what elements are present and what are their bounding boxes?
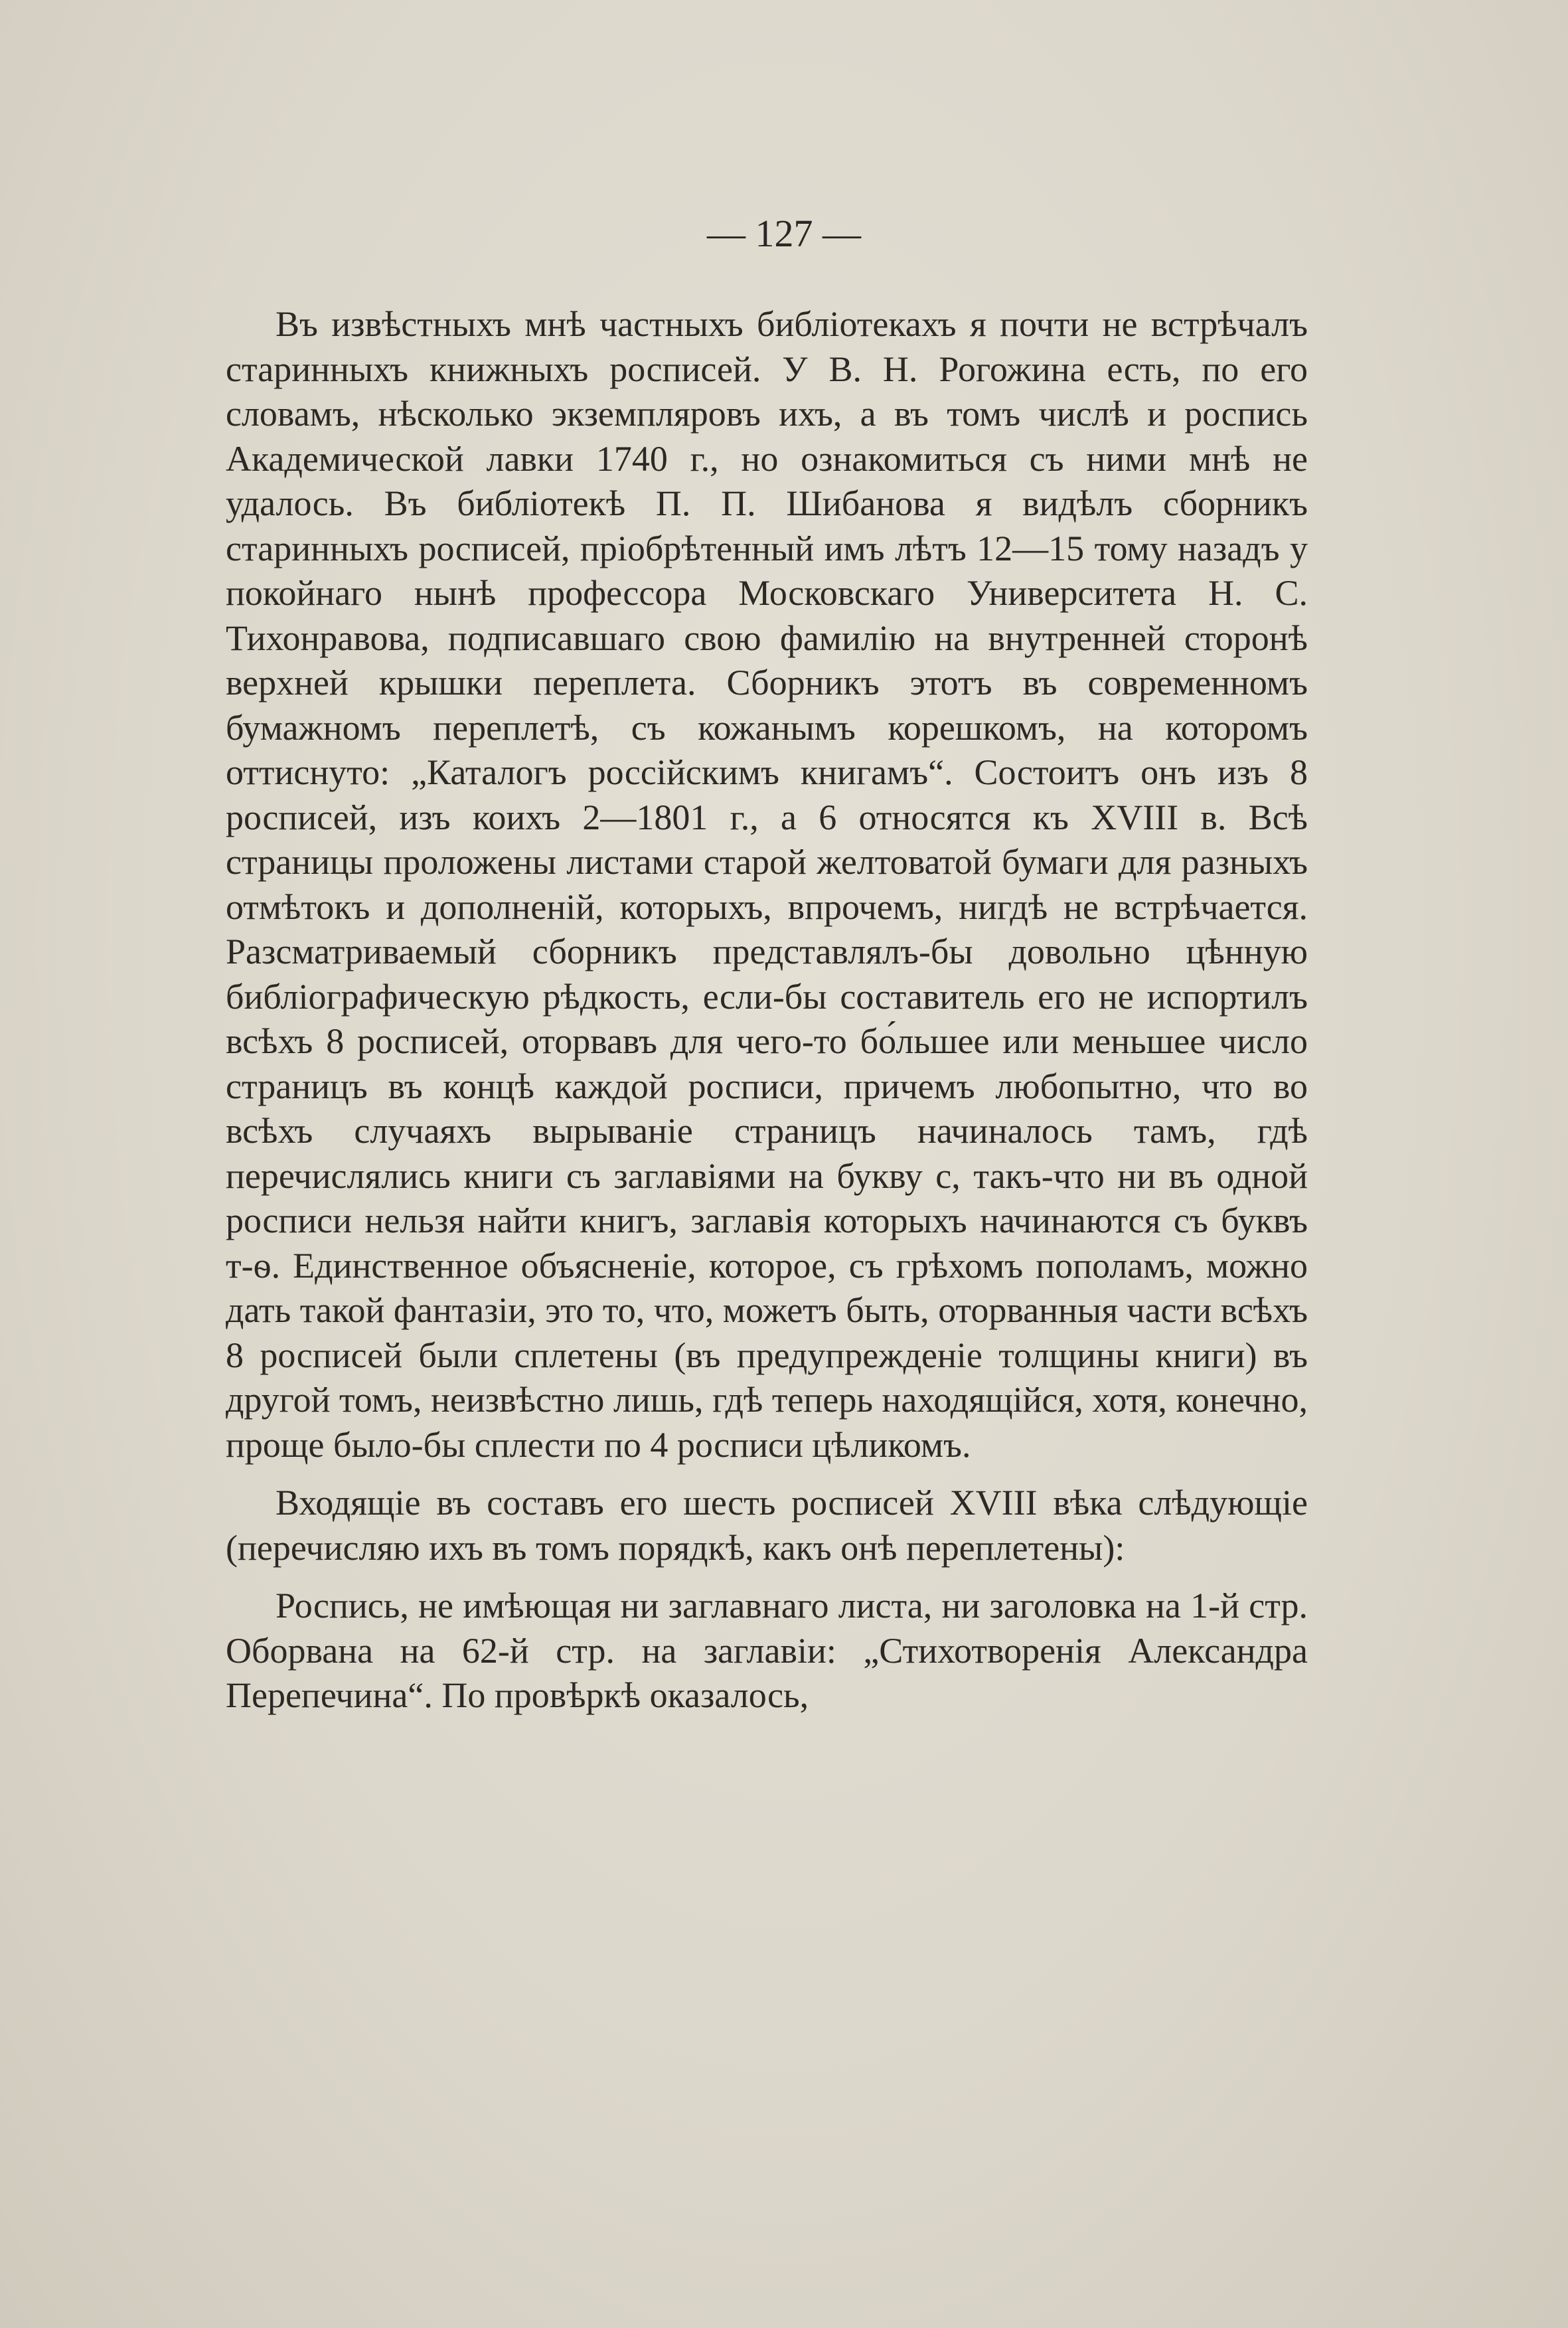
page-number: — 127 — <box>707 212 861 255</box>
body-text <box>226 302 1308 1732</box>
paragraph: Въ извѣстныхъ мнѣ частныхъ библіотекахъ я почти не встрѣчалъ старинныхъ книжныхъ росписей. У В. Н. Рогожина есть, по его словамъ, нѣсколько экземпляровъ ихъ, а въ томъ числѣ и роспись Академической лавки 1740 г., но ознакомиться съ ними мнѣ не удалось. Въ библіотекѣ П. П. Шибанова я видѣлъ сборникъ старинныхъ росписей, пріобрѣтенный имъ лѣтъ 12—15 тому назадъ у покойнаго нынѣ профессора Московскаго Университета Н. С. Тихонравова, подписавшаго свою фамилію на внутренней сторонѣ верхней крышки переплета. Сборникъ этотъ въ современномъ бумажномъ переплетѣ, съ кожанымъ корешкомъ, на которомъ оттиснуто: „Каталогъ россійскимъ книгамъ“. Состоитъ онъ изъ 8 росписей, изъ коихъ 2—1801 г., а 6 относятся къ XVIII в. Всѣ страницы проложены листами старой желтоватой бумаги для разныхъ отмѣтокъ и дополненій, которыхъ, впрочемъ, нигдѣ не встрѣчается. Разсматриваемый сборникъ представлялъ-бы довольно цѣнную библіографическую рѣдкость, если-бы составитель его не испортилъ всѣхъ 8 росписей, оторвавъ для чего-то бо́льшее или меньшее число страницъ въ концѣ каждой росписи, причемъ любопытно, что во всѣхъ случаяхъ вырываніе страницъ начиналось тамъ, гдѣ перечислялись книги съ заглавіями на букву с, такъ-что ни въ одной росписи нельзя найти книгъ, заглавія которыхъ начинаются съ буквъ т-ѳ. Единственное объясненіе, которое, съ грѣхомъ пополамъ, можно дать такой фантазіи, это то, что, можетъ быть, оторванныя части всѣхъ 8 росписей были сплетены (въ предупрежденіе толщины книги) въ другой томъ, неизвѣстно лишь, гдѣ теперь находящійся, хотя, конечно, проще было-бы сплести по 4 росписи цѣликомъ. <box>226 304 1308 1465</box>
paragraph: Входящіе въ составъ его шесть росписей XVIII вѣка слѣдующіе (перечисляю ихъ въ томъ порядкѣ, какъ онѣ переплетены): <box>226 1483 1308 1568</box>
paragraph: Роспись, не имѣющая ни заглавнаго листа, ни заголовка на 1-й стр. Оборвана на 62-й стр. на заглавіи: „Стихотворенія Александра Перепечина“. По провѣркѣ оказалось, <box>226 1586 1308 1715</box>
